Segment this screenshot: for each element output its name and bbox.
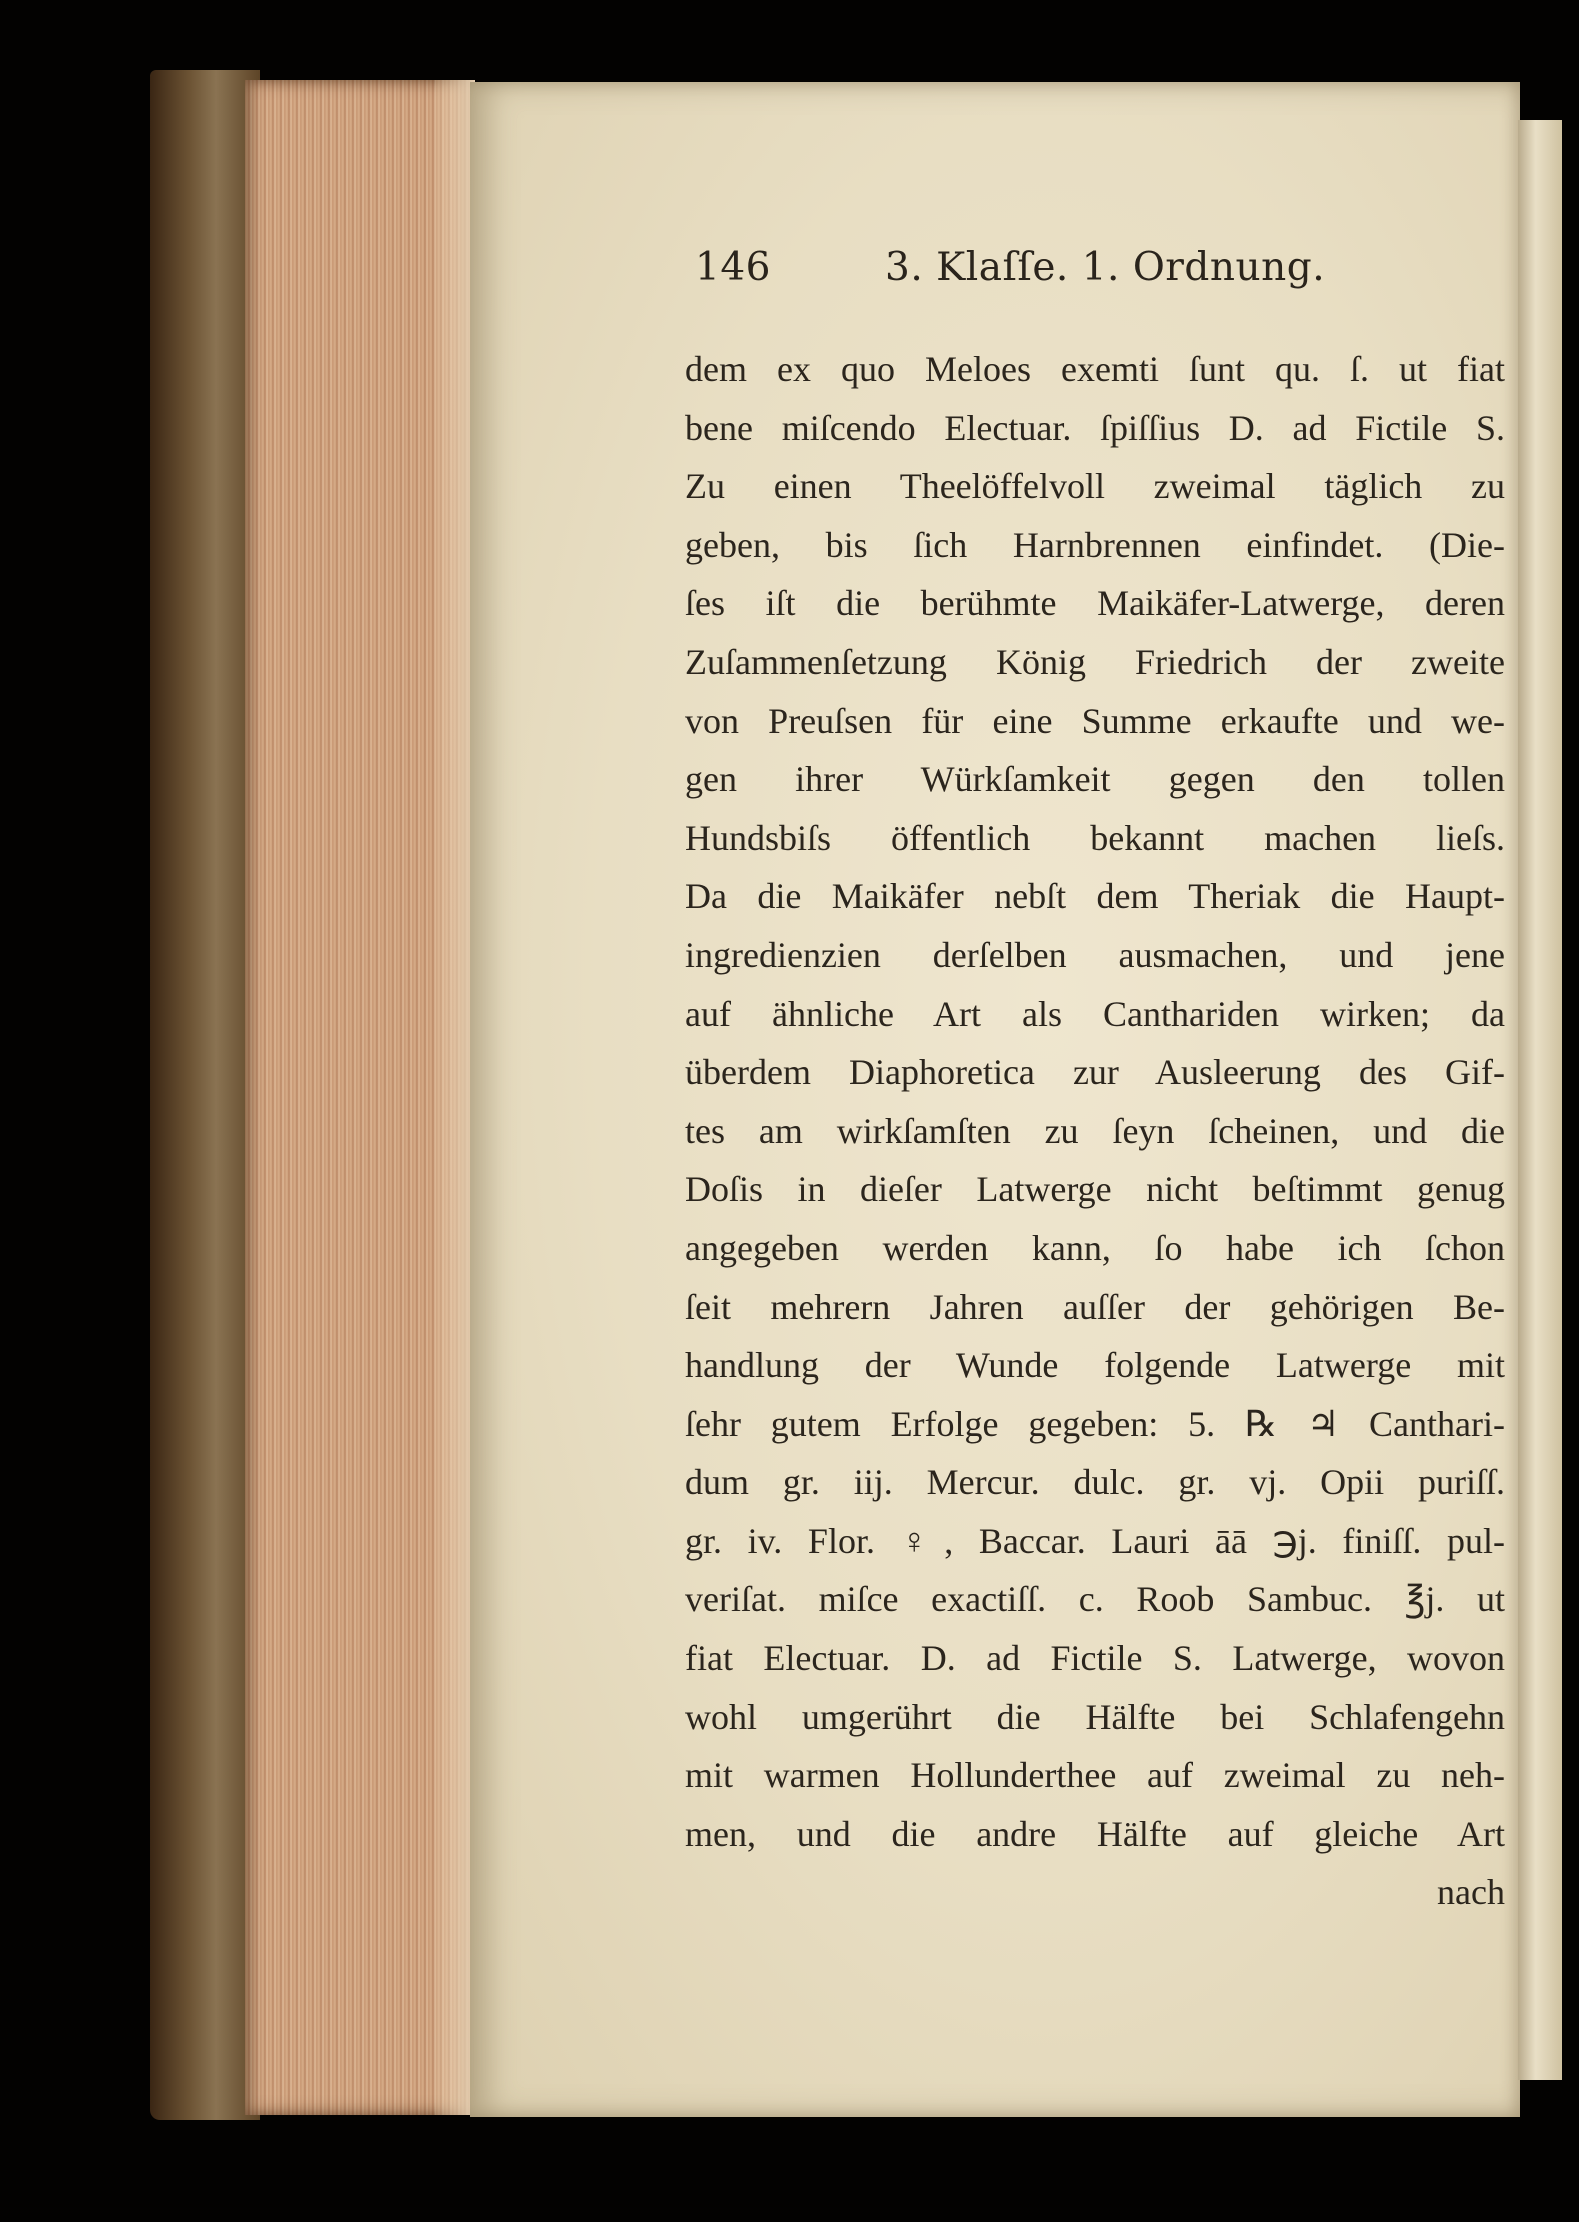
- text-line: Hundsbiſs öffentlich bekannt machen lieſs.: [685, 817, 1505, 858]
- text-line: gr. iv. Flor. ♀, Baccar. Lauri āā ℈j. finiſſ. pul-: [685, 1520, 1505, 1561]
- text-line: gen ihrer Würkſamkeit gegen den tollen: [685, 759, 1505, 800]
- text-line: tes am wirkſamſten zu ſeyn ſcheinen, und die: [685, 1110, 1505, 1151]
- text-line: angegeben werden kann, ſo habe ich ſchon: [685, 1227, 1505, 1268]
- text-line: auf ähnliche Art als Canthariden wirken; da: [685, 993, 1505, 1034]
- text-line: von Preuſsen für eine Summe erkaufte und we-: [685, 700, 1505, 741]
- text-line: handlung der Wunde folgende Latwerge mit: [685, 1345, 1505, 1386]
- running-title: 3. Klaſſe. 1. Ordnung.: [885, 245, 1326, 290]
- facing-page-edge: [1518, 120, 1562, 2080]
- text-line: dum gr. iij. Mercur. dulc. gr. vj. Opii puriſſ.: [685, 1462, 1505, 1503]
- text-line: mit warmen Hollunderthee auf zweimal zu neh-: [685, 1755, 1505, 1796]
- text-line: Da die Maikäfer nebſt dem Theriak die Haupt-: [685, 876, 1505, 917]
- text-line: ſes iſt die berühmte Maikäfer-Latwerge, deren: [685, 583, 1505, 624]
- text-line: dem ex quo Meloes exemti ſunt qu. ſ. ut fiat: [685, 349, 1505, 389]
- text-line: veriſat. miſce exactiſſ. c. Roob Sambuc. ℥j. ut: [685, 1579, 1505, 1620]
- body-text: [685, 340, 1505, 1922]
- catchword: nach: [1437, 1872, 1505, 1913]
- text-line: Zu einen Theelöffelvoll zweimal täglich zu: [685, 466, 1505, 507]
- text-line: überdem Diaphoretica zur Ausleerung des Gif-: [685, 1052, 1505, 1093]
- text-line: ſehr gutem Erfolge gegeben: 5. ℞ ♃ Canthari-: [685, 1403, 1505, 1444]
- text-line: ingredienzien derſelben ausmachen, und jene: [685, 934, 1505, 975]
- text-line: bene miſcendo Electuar. ſpiſſius D. ad Fictile S.: [685, 407, 1505, 448]
- text-line: Doſis in dieſer Latwerge nicht beſtimmt genug: [685, 1169, 1505, 1210]
- text-line: ſeit mehrern Jahren auſſer der gehörigen Be-: [685, 1286, 1505, 1327]
- text-line: Zuſammenſetzung König Friedrich der zweite: [685, 641, 1505, 682]
- text-line: wohl umgerührt die Hälfte bei Schlafengehn: [685, 1696, 1505, 1737]
- page-number: 146: [695, 245, 771, 290]
- text-line: geben, bis ſich Harnbrennen einfindet. (Die-: [685, 524, 1505, 565]
- page-stack-edge: [245, 80, 475, 2115]
- book-cover-edge: [150, 70, 260, 2120]
- text-line: men, und die andre Hälfte auf gleiche Art: [685, 1813, 1505, 1854]
- text-line: fiat Electuar. D. ad Fictile S. Latwerge, wovon: [685, 1638, 1505, 1679]
